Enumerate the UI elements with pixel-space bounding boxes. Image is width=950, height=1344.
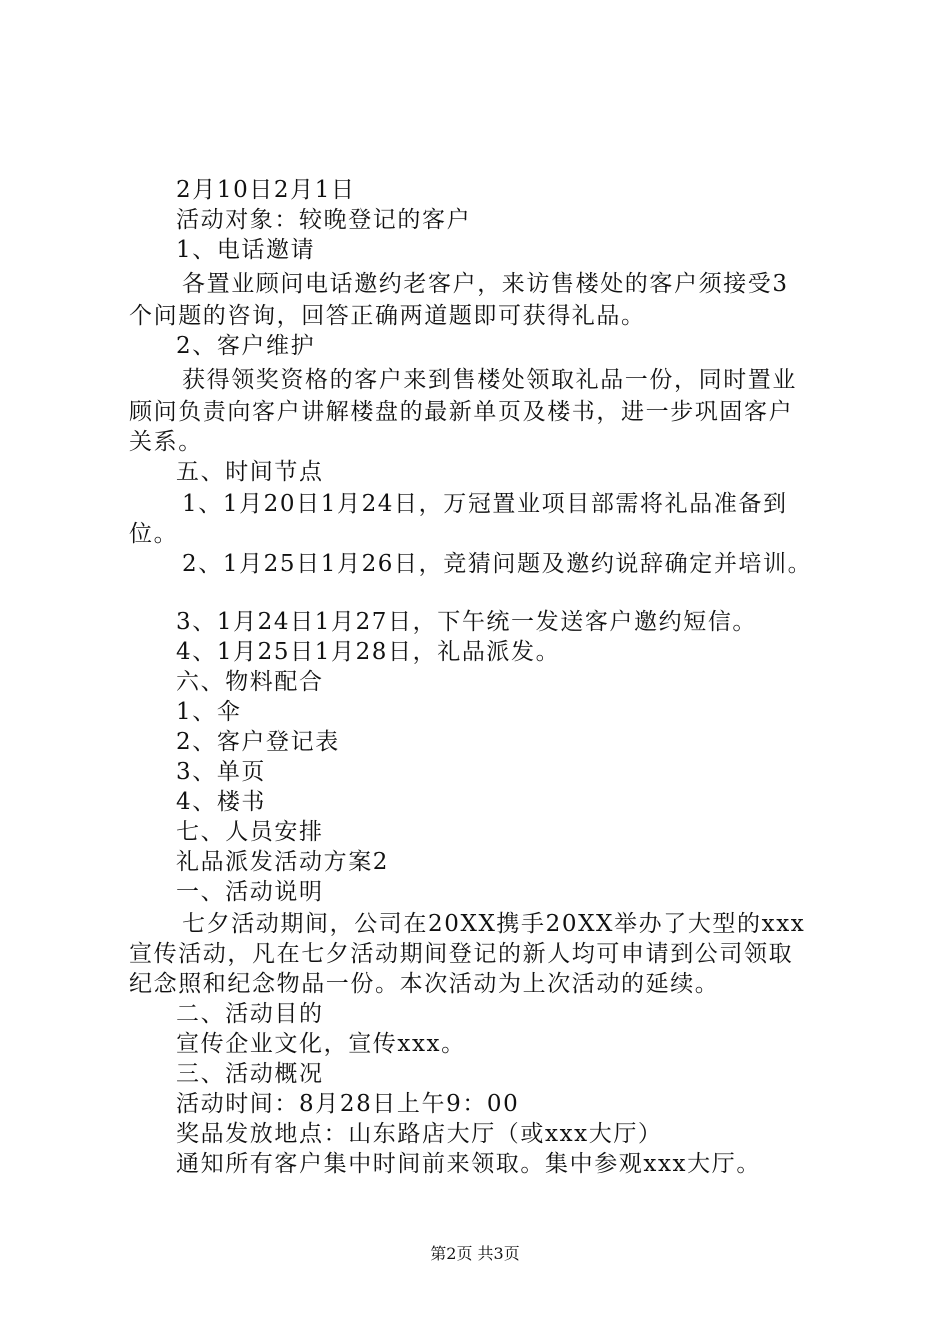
text-line: 奖品发放地点：山东路店大厅（或xxx大厅）: [176, 1121, 663, 1147]
text-line: 一、活动说明: [176, 879, 324, 905]
text-line: 五、时间节点: [176, 459, 324, 485]
text-line: 宣传活动，凡在七夕活动期间登记的新人均可申请到公司领取: [129, 941, 794, 967]
text-line: 顾问负责向客户讲解楼盘的最新单页及楼书，进一步巩固客户: [129, 399, 794, 425]
text-line: 活动时间：8月28日上午9：00: [176, 1091, 520, 1117]
text-line: 4、1月25日1月28日，礼品派发。: [176, 639, 561, 665]
text-line: 2、客户维护: [176, 333, 316, 359]
text-line: 3、1月24日1月27日，下午统一发送客户邀约短信。: [176, 609, 758, 635]
text-line: 三、活动概况: [176, 1061, 324, 1087]
text-line: 4、楼书: [176, 789, 267, 815]
text-line: 关系。: [129, 429, 203, 455]
page-footer: [0, 1243, 950, 1265]
text-line: 七、人员安排: [176, 819, 324, 845]
text-line: 1、1月20日1月24日，万冠置业项目部需将礼品准备到: [182, 491, 788, 517]
text-line: 各置业顾问电话邀约老客户，来访售楼处的客户须接受3: [182, 271, 789, 297]
text-line: 宣传企业文化，宣传xxx。: [176, 1031, 466, 1057]
text-line: 个问题的咨询，回答正确两道题即可获得礼品。: [129, 303, 646, 329]
text-line: 七夕活动期间，公司在20XX携手20XX举办了大型的xxx: [182, 911, 806, 937]
text-line: 礼品派发活动方案2: [176, 849, 390, 875]
text-line: 纪念照和纪念物品一份。本次活动为上次活动的延续。: [129, 971, 720, 997]
text-line: 3、单页: [176, 759, 267, 785]
text-line: 1、电话邀请: [176, 237, 316, 263]
text-line: 1、伞: [176, 699, 242, 725]
text-line: 通知所有客户集中时间前来领取。集中参观xxx大厅。: [176, 1151, 761, 1177]
text-line: 获得领奖资格的客户来到售楼处领取礼品一份，同时置业: [182, 367, 797, 393]
text-line: 2、客户登记表: [176, 729, 340, 755]
text-line: 六、物料配合: [176, 669, 324, 695]
text-line: 2、1月25日1月26日，竞猜问题及邀约说辞确定并培训。: [182, 551, 813, 577]
text-line: 位。: [129, 521, 179, 547]
text-line: 活动对象：较晚登记的客户: [176, 207, 472, 233]
text-line: 2月10日2月1日: [176, 177, 356, 203]
text-line: 二、活动目的: [176, 1001, 324, 1027]
page-number-label: 第2页 共3页: [430, 1244, 520, 1263]
